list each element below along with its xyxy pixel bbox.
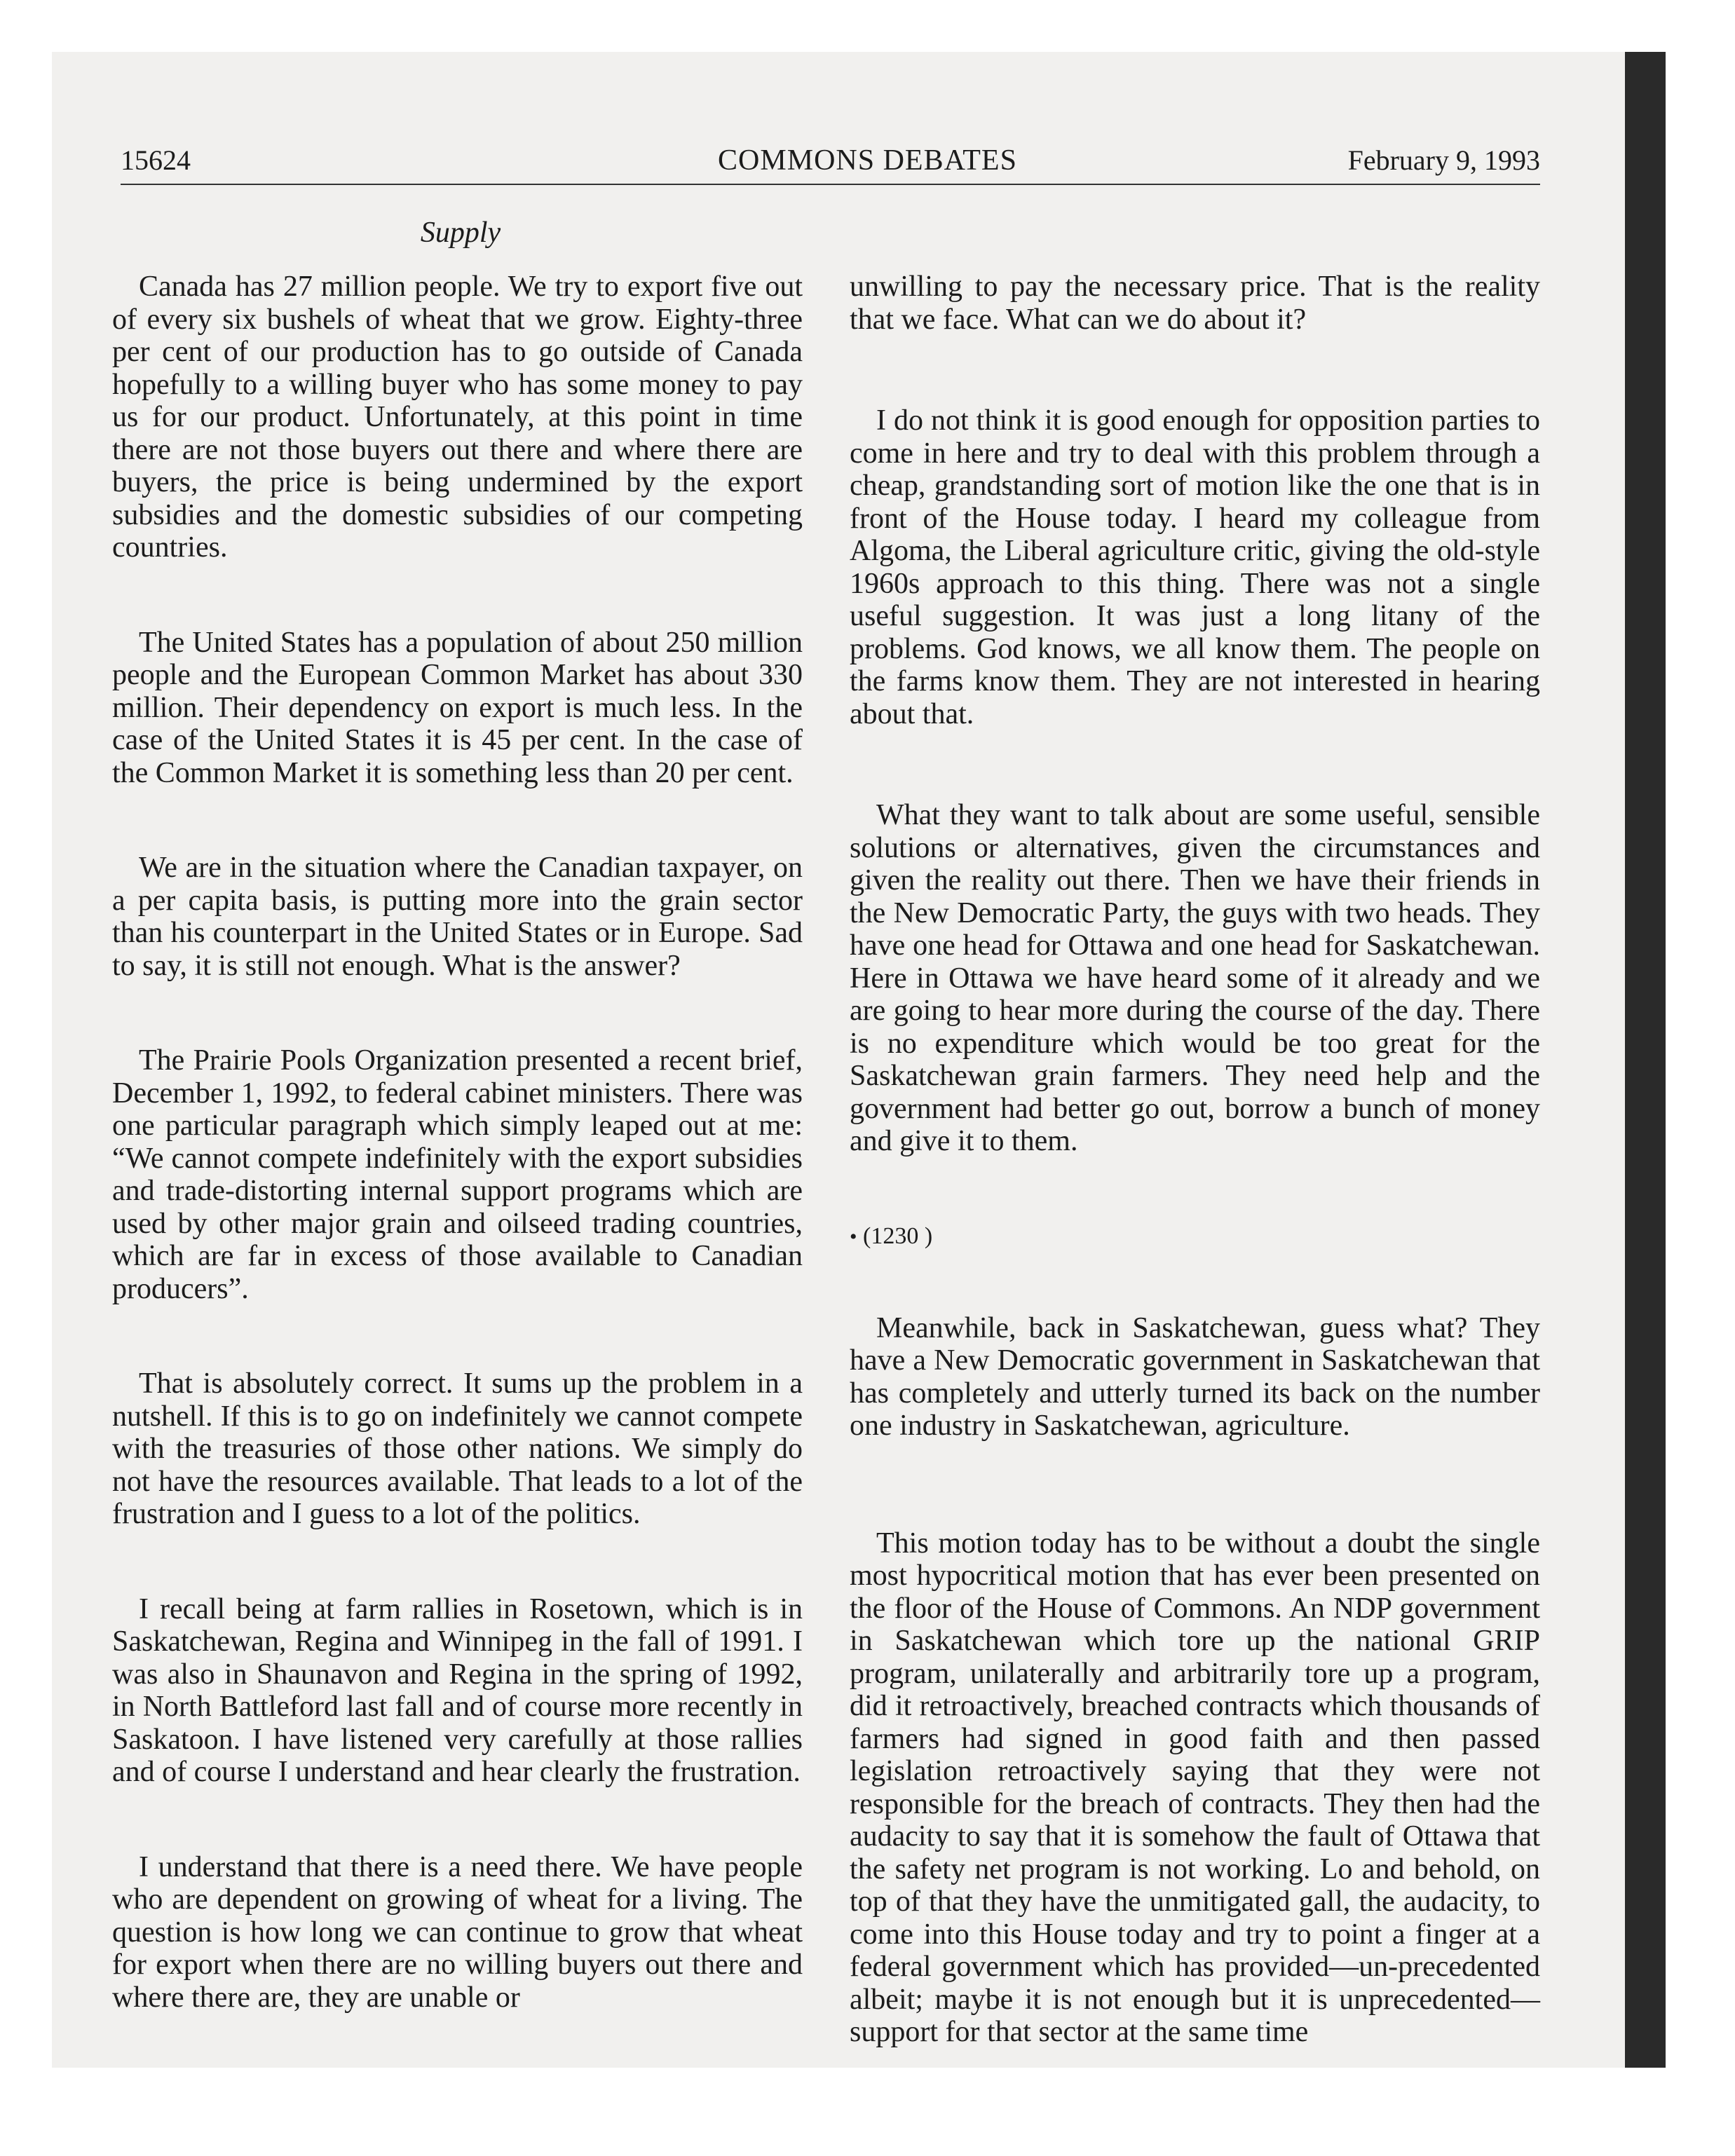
paragraph: I understand that there is a need there. We have people who are dependent on growing of wheat for a living. The question is how long we can continue to grow that wheat for export when there are no willing buyers out there and where there are, they are unable or — [112, 1850, 803, 2014]
time-marker-text: (1230 ) — [863, 1222, 933, 1249]
time-marker — [850, 1222, 1540, 1251]
paragraph: What they want to talk about are some useful, sensible solutions or alternatives, given the circumstances and given the reality out there. Then we have their friends in the New Democratic Party, the guys with two heads. They have one head for Ottawa and one head for Saskatchewan. Here in Ottawa we have heard some of it already and we are going to hear more during the course of the day. There is no expenditure which would be too great for the Saskatchewan grain farmers. They need help and the government had better go out, borrow a bunch of money and give it to them. — [850, 799, 1540, 1157]
paragraph: unwilling to pay the necessary price. That is the reality that we face. What can we do about it? — [850, 271, 1540, 336]
paragraph: The Prairie Pools Organization presented a recent brief, December 1, 1992, to federal cabinet ministers. There was one particular paragraph which simply leaped out at me: “We cannot compete indefinitely with the export subsidies and trade-distorting internal support programs which are used by other major grain and oilseed trading countries, which are far in excess of those available to Canadian producers”. — [112, 1044, 803, 1305]
paragraph: I do not think it is good enough for opposition parties to come in here and try to deal with this problem through a cheap, grandstanding sort of motion like the one that is in front of the House today. I heard my colleague from Algoma, the Liberal agriculture critic, giving the old-style 1960s approach to this thing. There was not a single useful suggestion. It was just a long litany of the problems. God knows, we all know them. The people on the farms know them. They are not interested in hearing about that. — [850, 404, 1540, 730]
publication-title: COMMONS DEBATES — [718, 144, 1017, 177]
right-column — [850, 271, 1540, 2049]
page-number: 15624 — [121, 144, 191, 176]
scan-edge-shadow — [1625, 52, 1666, 2068]
header-rule — [121, 184, 1540, 185]
paragraph: Meanwhile, back in Saskatchewan, guess what? They have a New Democratic government in Saskatchewan that has completely and utterly turned its back on the number one industry in Saskatchewan, agriculture. — [850, 1311, 1540, 1442]
paragraph: We are in the situation where the Canadian taxpayer, on a per capita basis, is putting more into the grain sector than his counterpart in the United States or in Europe. Sad to say, it is still not enough. What is the answer? — [112, 852, 803, 982]
paragraph: I recall being at farm rallies in Rosetown, which is in Saskatchewan, Regina and Winnipeg in the fall of 1991. I was also in Shaunavon and Regina in the spring of 1992, in North Battleford last fall and of course more recently in Saskatoon. I have listened very carefully at those rallies and of course I understand and hear clearly the frustration. — [112, 1592, 803, 1788]
page-date: February 9, 1993 — [1347, 144, 1540, 176]
paragraph: This motion today has to be without a doubt the single most hypocritical motion that has ever been presented on the floor of the House of Commons. An NDP government in Saskatchewan which tore up the national GRIP program, unilaterally and arbitrarily tore up a program, did it retroactively, breached contracts which thousands of farmers had signed in good faith and then passed legislation retroactively saying that they were not responsible for the breach of contracts. They then had the audacity to say that it is somehow the fault of Ottawa that the safety net program is not working. Lo and behold, on top of that they have the unmitigated gall, the audacity, to come into this House today and try to point a finger at a federal government which has provided—un-precedented albeit; maybe it is not enough but it is unprecedented—support for that sector at the same time — [850, 1527, 1540, 2048]
section-heading: Supply — [420, 217, 501, 249]
paragraph: The United States has a population of about 250 million people and the European Common Market has about 330 million. Their dependency on export is much less. In the case of the United States it is 45 per cent. In the case of the Common Market it is something less than 20 per cent. — [112, 626, 803, 789]
paragraph: That is absolutely correct. It sums up the problem in a nutshell. If this is to go on indefinitely we cannot compete with the treasuries of those other nations. We simply do not have the resources available. That leads to a lot of the frustration and I guess to a lot of the politics. — [112, 1367, 803, 1530]
left-column — [112, 271, 803, 2014]
paragraph: Canada has 27 million people. We try to export five out of every six bushels of wheat that we grow. Eighty-three per cent of our production has to go outside of Canada hopefully to a willing buyer who has some money to pay us for our product. Unfortunately, at this point in time there are not those buyers out there and where there are buyers, the price is being undermined by the export subsidies and the domestic subsidies of our competing countries. — [112, 271, 803, 564]
bullet-icon: • — [850, 1224, 857, 1248]
